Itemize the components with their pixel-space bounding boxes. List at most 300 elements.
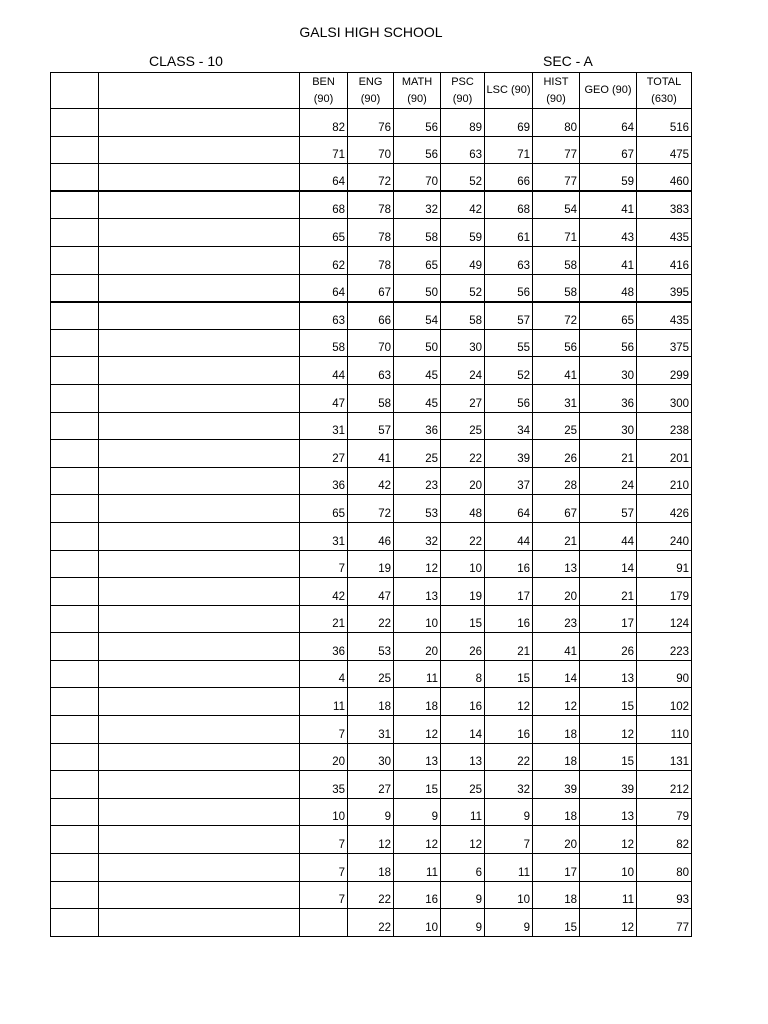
score-cell: 52 (441, 164, 485, 192)
column-header: HIST (90) (533, 73, 580, 109)
score-cell: 68 (485, 191, 533, 219)
column-header: PSC (90) (441, 73, 485, 109)
table-row (51, 716, 692, 744)
score-cell: 11 (485, 854, 533, 882)
name-header-cell (99, 73, 300, 109)
score-cell: 24 (580, 467, 637, 495)
score-cell: 11 (580, 881, 637, 909)
score-cell: 25 (348, 660, 394, 688)
score-cell: 11 (441, 798, 485, 826)
score-cell: 41 (348, 440, 394, 468)
score-cell: 66 (348, 302, 394, 330)
score-cell: 35 (300, 771, 348, 799)
score-cell: 13 (394, 578, 441, 606)
score-cell: 18 (533, 798, 580, 826)
roll-cell (51, 274, 99, 302)
score-cell: 10 (394, 909, 441, 937)
name-cell (99, 881, 300, 909)
score-cell: 13 (533, 550, 580, 578)
score-cell: 39 (485, 440, 533, 468)
table-row (51, 495, 692, 523)
name-cell (99, 302, 300, 330)
score-cell: 52 (485, 357, 533, 385)
score-cell: 70 (394, 164, 441, 192)
table-row (51, 191, 692, 219)
score-cell: 15 (580, 743, 637, 771)
table-row (51, 771, 692, 799)
roll-cell (51, 826, 99, 854)
table-row (51, 136, 692, 164)
score-cell: 50 (394, 329, 441, 357)
roll-cell (51, 384, 99, 412)
score-cell: 299 (637, 357, 692, 385)
name-cell (99, 136, 300, 164)
score-cell: 18 (348, 688, 394, 716)
score-cell: 21 (485, 633, 533, 661)
score-cell: 7 (300, 826, 348, 854)
roll-cell (51, 688, 99, 716)
column-header: BEN (90) (300, 73, 348, 109)
roll-header-cell (51, 73, 99, 109)
score-cell: 22 (348, 605, 394, 633)
section-label: SEC - A (543, 53, 593, 69)
score-cell: 58 (533, 274, 580, 302)
score-cell: 25 (441, 771, 485, 799)
score-cell: 416 (637, 246, 692, 274)
score-cell: 63 (441, 136, 485, 164)
score-cell: 28 (533, 467, 580, 495)
name-cell (99, 605, 300, 633)
score-cell: 240 (637, 522, 692, 550)
table-row (51, 854, 692, 882)
score-cell: 77 (533, 136, 580, 164)
score-cell: 9 (394, 798, 441, 826)
table-row (51, 109, 692, 137)
score-cell: 78 (348, 191, 394, 219)
table-row (51, 467, 692, 495)
score-cell: 4 (300, 660, 348, 688)
score-cell: 66 (485, 164, 533, 192)
score-cell: 56 (394, 109, 441, 137)
score-cell: 72 (348, 495, 394, 523)
score-cell: 13 (580, 660, 637, 688)
score-cell: 63 (485, 246, 533, 274)
score-cell: 15 (441, 605, 485, 633)
roll-cell (51, 605, 99, 633)
score-cell: 39 (580, 771, 637, 799)
roll-cell (51, 771, 99, 799)
score-cell: 19 (441, 578, 485, 606)
score-cell: 59 (441, 219, 485, 247)
table-row (51, 660, 692, 688)
score-cell: 7 (300, 716, 348, 744)
score-cell: 39 (533, 771, 580, 799)
table-row (51, 384, 692, 412)
name-cell (99, 798, 300, 826)
score-cell: 475 (637, 136, 692, 164)
name-cell (99, 357, 300, 385)
score-cell: 76 (348, 109, 394, 137)
roll-cell (51, 660, 99, 688)
score-cell: 36 (300, 467, 348, 495)
score-cell: 90 (637, 660, 692, 688)
score-cell: 14 (580, 550, 637, 578)
score-cell: 11 (394, 660, 441, 688)
roll-cell (51, 191, 99, 219)
score-cell: 32 (394, 522, 441, 550)
score-cell: 9 (348, 798, 394, 826)
score-cell: 79 (637, 798, 692, 826)
score-cell: 42 (348, 467, 394, 495)
score-cell: 22 (485, 743, 533, 771)
class-label: CLASS - 10 (149, 53, 223, 69)
score-cell: 426 (637, 495, 692, 523)
score-cell: 55 (485, 329, 533, 357)
score-cell: 32 (394, 191, 441, 219)
score-cell: 395 (637, 274, 692, 302)
name-cell (99, 578, 300, 606)
score-cell: 435 (637, 219, 692, 247)
table-row (51, 522, 692, 550)
score-cell: 131 (637, 743, 692, 771)
score-cell: 64 (485, 495, 533, 523)
score-cell: 44 (300, 357, 348, 385)
header-row (51, 73, 692, 109)
score-cell: 25 (394, 440, 441, 468)
score-cell: 52 (441, 274, 485, 302)
roll-cell (51, 440, 99, 468)
score-cell: 22 (348, 909, 394, 937)
score-cell: 460 (637, 164, 692, 192)
score-cell: 37 (485, 467, 533, 495)
score-cell: 93 (637, 881, 692, 909)
score-cell: 63 (348, 357, 394, 385)
name-cell (99, 191, 300, 219)
score-cell: 210 (637, 467, 692, 495)
score-cell: 57 (485, 302, 533, 330)
score-cell: 375 (637, 329, 692, 357)
roll-cell (51, 522, 99, 550)
name-cell (99, 771, 300, 799)
score-cell: 64 (580, 109, 637, 137)
score-cell: 18 (394, 688, 441, 716)
score-cell: 12 (394, 826, 441, 854)
table-row (51, 440, 692, 468)
score-cell: 41 (533, 633, 580, 661)
roll-cell (51, 357, 99, 385)
score-cell: 44 (580, 522, 637, 550)
score-cell: 124 (637, 605, 692, 633)
score-cell: 18 (533, 881, 580, 909)
score-cell: 13 (441, 743, 485, 771)
score-cell: 13 (394, 743, 441, 771)
score-cell: 41 (533, 357, 580, 385)
table-row (51, 826, 692, 854)
column-header: LSC (90) (485, 73, 533, 109)
roll-cell (51, 854, 99, 882)
score-cell: 77 (533, 164, 580, 192)
score-cell: 9 (485, 798, 533, 826)
score-cell: 10 (300, 798, 348, 826)
score-cell: 17 (485, 578, 533, 606)
score-cell: 31 (300, 522, 348, 550)
score-cell: 435 (637, 302, 692, 330)
score-cell (300, 909, 348, 937)
score-cell: 65 (394, 246, 441, 274)
score-cell: 10 (485, 881, 533, 909)
score-cell: 58 (300, 329, 348, 357)
score-cell: 71 (300, 136, 348, 164)
table-row (51, 357, 692, 385)
score-cell: 21 (300, 605, 348, 633)
score-cell: 53 (348, 633, 394, 661)
score-cell: 6 (441, 854, 485, 882)
score-cell: 20 (394, 633, 441, 661)
score-cell: 7 (485, 826, 533, 854)
table-row (51, 743, 692, 771)
score-cell: 56 (485, 384, 533, 412)
score-cell: 27 (441, 384, 485, 412)
name-cell (99, 467, 300, 495)
score-cell: 7 (300, 881, 348, 909)
score-cell: 12 (580, 716, 637, 744)
score-cell: 16 (485, 605, 533, 633)
score-cell: 22 (348, 881, 394, 909)
score-cell: 45 (394, 357, 441, 385)
score-cell: 42 (300, 578, 348, 606)
score-cell: 67 (580, 136, 637, 164)
name-cell (99, 495, 300, 523)
score-cell: 47 (300, 384, 348, 412)
score-cell: 16 (441, 688, 485, 716)
score-cell: 15 (394, 771, 441, 799)
score-cell: 65 (300, 219, 348, 247)
score-cell: 32 (485, 771, 533, 799)
score-cell: 30 (580, 357, 637, 385)
score-cell: 30 (348, 743, 394, 771)
name-cell (99, 412, 300, 440)
score-cell: 15 (580, 688, 637, 716)
name-cell (99, 854, 300, 882)
table-row (51, 302, 692, 330)
score-cell: 44 (485, 522, 533, 550)
score-cell: 12 (441, 826, 485, 854)
score-cell: 45 (394, 384, 441, 412)
score-cell: 58 (394, 219, 441, 247)
score-cell: 238 (637, 412, 692, 440)
table-row (51, 688, 692, 716)
name-cell (99, 219, 300, 247)
score-cell: 26 (533, 440, 580, 468)
score-cell: 70 (348, 136, 394, 164)
name-cell (99, 246, 300, 274)
score-cell: 59 (580, 164, 637, 192)
score-cell: 56 (533, 329, 580, 357)
column-header: ENG (90) (348, 73, 394, 109)
school-title: GALSI HIGH SCHOOL (299, 24, 443, 40)
score-cell: 22 (441, 522, 485, 550)
score-cell: 67 (533, 495, 580, 523)
score-cell: 89 (441, 109, 485, 137)
score-cell: 22 (441, 440, 485, 468)
score-cell: 41 (580, 191, 637, 219)
name-cell (99, 440, 300, 468)
table-row (51, 412, 692, 440)
score-cell: 516 (637, 109, 692, 137)
score-cell: 179 (637, 578, 692, 606)
score-cell: 300 (637, 384, 692, 412)
score-cell: 56 (394, 136, 441, 164)
roll-cell (51, 550, 99, 578)
column-header: TOTAL (630) (637, 73, 692, 109)
score-cell: 48 (580, 274, 637, 302)
table-row (51, 605, 692, 633)
score-cell: 30 (441, 329, 485, 357)
name-cell (99, 274, 300, 302)
score-cell: 21 (580, 578, 637, 606)
name-cell (99, 660, 300, 688)
roll-cell (51, 467, 99, 495)
score-cell: 10 (394, 605, 441, 633)
score-cell: 10 (580, 854, 637, 882)
table-body (51, 109, 692, 937)
score-cell: 12 (394, 716, 441, 744)
score-cell: 14 (441, 716, 485, 744)
roll-cell (51, 881, 99, 909)
score-cell: 56 (485, 274, 533, 302)
score-cell: 17 (580, 605, 637, 633)
score-cell: 10 (441, 550, 485, 578)
score-cell: 36 (394, 412, 441, 440)
name-cell (99, 329, 300, 357)
score-cell: 11 (300, 688, 348, 716)
score-cell: 26 (441, 633, 485, 661)
score-cell: 36 (580, 384, 637, 412)
score-cell: 42 (441, 191, 485, 219)
name-cell (99, 909, 300, 937)
score-cell: 23 (394, 467, 441, 495)
roll-cell (51, 633, 99, 661)
roll-cell (51, 302, 99, 330)
name-cell (99, 164, 300, 192)
score-cell: 223 (637, 633, 692, 661)
score-cell: 36 (300, 633, 348, 661)
score-cell: 23 (533, 605, 580, 633)
marks-table (50, 72, 692, 937)
score-cell: 58 (533, 246, 580, 274)
score-cell: 31 (533, 384, 580, 412)
score-cell: 72 (533, 302, 580, 330)
column-header: GEO (90) (580, 73, 637, 109)
table-row (51, 274, 692, 302)
table-row (51, 164, 692, 192)
roll-cell (51, 743, 99, 771)
score-cell: 20 (300, 743, 348, 771)
score-cell: 14 (533, 660, 580, 688)
score-cell: 13 (580, 798, 637, 826)
score-cell: 20 (533, 826, 580, 854)
roll-cell (51, 136, 99, 164)
table-row (51, 578, 692, 606)
score-cell: 16 (485, 716, 533, 744)
table-row (51, 246, 692, 274)
score-cell: 34 (485, 412, 533, 440)
score-cell: 20 (441, 467, 485, 495)
score-cell: 64 (300, 274, 348, 302)
score-cell: 16 (485, 550, 533, 578)
name-cell (99, 716, 300, 744)
score-cell: 21 (580, 440, 637, 468)
score-cell: 62 (300, 246, 348, 274)
roll-cell (51, 329, 99, 357)
score-cell: 70 (348, 329, 394, 357)
score-cell: 91 (637, 550, 692, 578)
score-cell: 43 (580, 219, 637, 247)
score-cell: 80 (533, 109, 580, 137)
table-row (51, 798, 692, 826)
score-cell: 12 (394, 550, 441, 578)
score-cell: 54 (533, 191, 580, 219)
name-cell (99, 826, 300, 854)
score-cell: 15 (533, 909, 580, 937)
score-cell: 56 (580, 329, 637, 357)
score-cell: 26 (580, 633, 637, 661)
score-cell: 19 (348, 550, 394, 578)
score-cell: 53 (394, 495, 441, 523)
score-cell: 61 (485, 219, 533, 247)
score-cell: 63 (300, 302, 348, 330)
score-cell: 68 (300, 191, 348, 219)
name-cell (99, 109, 300, 137)
score-cell: 15 (485, 660, 533, 688)
name-cell (99, 633, 300, 661)
roll-cell (51, 495, 99, 523)
score-cell: 18 (533, 716, 580, 744)
score-cell: 11 (394, 854, 441, 882)
table-row (51, 909, 692, 937)
score-cell: 67 (348, 274, 394, 302)
score-cell: 54 (394, 302, 441, 330)
score-cell: 78 (348, 246, 394, 274)
roll-cell (51, 412, 99, 440)
score-cell: 71 (533, 219, 580, 247)
roll-cell (51, 164, 99, 192)
score-cell: 7 (300, 550, 348, 578)
score-cell: 48 (441, 495, 485, 523)
score-cell: 82 (300, 109, 348, 137)
score-cell: 50 (394, 274, 441, 302)
table-row (51, 329, 692, 357)
name-cell (99, 384, 300, 412)
score-cell: 80 (637, 854, 692, 882)
table-row (51, 633, 692, 661)
score-cell: 21 (533, 522, 580, 550)
score-cell: 27 (348, 771, 394, 799)
score-cell: 65 (580, 302, 637, 330)
score-cell: 65 (300, 495, 348, 523)
score-cell: 18 (533, 743, 580, 771)
score-cell: 25 (441, 412, 485, 440)
roll-cell (51, 109, 99, 137)
roll-cell (51, 909, 99, 937)
score-cell: 212 (637, 771, 692, 799)
score-cell: 64 (300, 164, 348, 192)
score-cell: 30 (580, 412, 637, 440)
name-cell (99, 743, 300, 771)
score-cell: 383 (637, 191, 692, 219)
score-cell: 20 (533, 578, 580, 606)
score-cell: 7 (300, 854, 348, 882)
